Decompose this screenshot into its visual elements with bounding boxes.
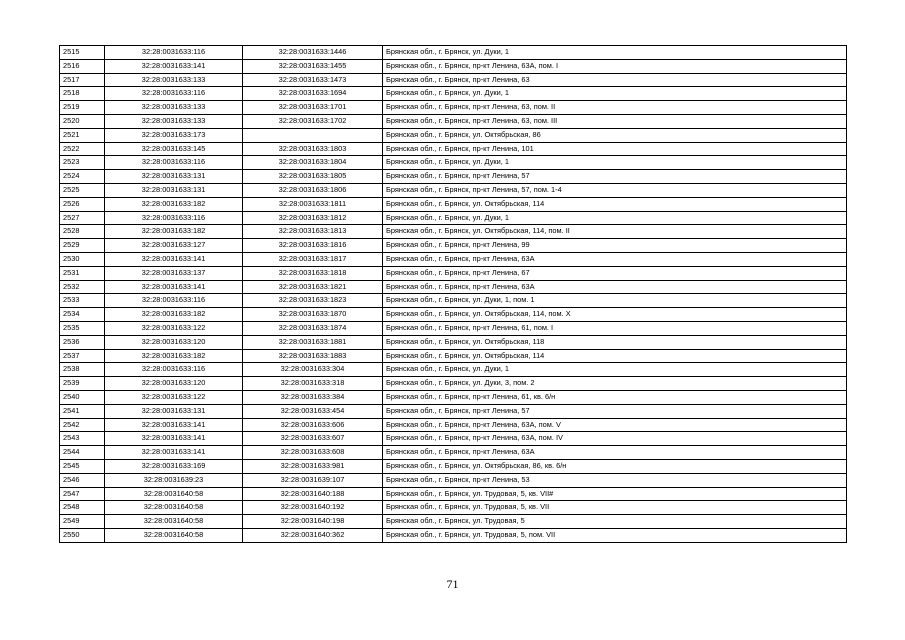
land-cadastral-number: 32:28:0031633:122 [105, 321, 243, 335]
address: Брянская обл., г. Брянск, пр-кт Ленина, 63А, пом. V [383, 418, 847, 432]
table-row [60, 501, 847, 515]
object-cadastral-number: 32:28:0031633:1806 [243, 183, 383, 197]
table-row [60, 211, 847, 225]
address: Брянская обл., г. Брянск, пр-кт Ленина, 63 [383, 73, 847, 87]
land-cadastral-number: 32:28:0031640:58 [105, 515, 243, 529]
land-cadastral-number: 32:28:0031633:120 [105, 377, 243, 391]
land-cadastral-number: 32:28:0031633:131 [105, 404, 243, 418]
object-cadastral-number: 32:28:0031633:606 [243, 418, 383, 432]
address: Брянская обл., г. Брянск, ул. Октябрьская, 114, пом. X [383, 308, 847, 322]
object-cadastral-number: 32:28:0031633:607 [243, 432, 383, 446]
object-cadastral-number: 32:28:0031633:1811 [243, 197, 383, 211]
table-row [60, 404, 847, 418]
land-cadastral-number: 32:28:0031640:58 [105, 528, 243, 542]
land-cadastral-number: 32:28:0031633:137 [105, 266, 243, 280]
address: Брянская обл., г. Брянск, ул. Октябрьская, 118 [383, 335, 847, 349]
table-row [60, 308, 847, 322]
table-row [60, 128, 847, 142]
land-cadastral-number: 32:28:0031633:141 [105, 280, 243, 294]
row-number: 2536 [60, 335, 105, 349]
land-cadastral-number: 32:28:0031639:23 [105, 473, 243, 487]
table-row [60, 363, 847, 377]
object-cadastral-number: 32:28:0031633:1805 [243, 170, 383, 184]
address: Брянская обл., г. Брянск, пр-кт Ленина, 57 [383, 404, 847, 418]
address: Брянская обл., г. Брянск, пр-кт Ленина, 61, кв. 6/н [383, 390, 847, 404]
object-cadastral-number: 32:28:0031633:318 [243, 377, 383, 391]
object-cadastral-number: 32:28:0031633:608 [243, 446, 383, 460]
object-cadastral-number: 32:28:0031633:1812 [243, 211, 383, 225]
table-row [60, 73, 847, 87]
row-number: 2546 [60, 473, 105, 487]
land-cadastral-number: 32:28:0031633:141 [105, 432, 243, 446]
object-cadastral-number: 32:28:0031633:454 [243, 404, 383, 418]
address: Брянская обл., г. Брянск, ул. Октябрьская, 114, пом. II [383, 225, 847, 239]
table-row [60, 487, 847, 501]
address: Брянская обл., г. Брянск, ул. Октябрьская, 86 [383, 128, 847, 142]
address: Брянская обл., г. Брянск, пр-кт Ленина, 63А, пом. IV [383, 432, 847, 446]
table-row [60, 294, 847, 308]
row-number: 2523 [60, 156, 105, 170]
registry-table-body [60, 46, 847, 543]
row-number: 2518 [60, 87, 105, 101]
land-cadastral-number: 32:28:0031640:58 [105, 501, 243, 515]
row-number: 2527 [60, 211, 105, 225]
table-row [60, 321, 847, 335]
row-number: 2522 [60, 142, 105, 156]
object-cadastral-number: 32:28:0031640:192 [243, 501, 383, 515]
address: Брянская обл., г. Брянск, пр-кт Ленина, 63А [383, 446, 847, 460]
address: Брянская обл., г. Брянск, ул. Дуки, 1 [383, 46, 847, 60]
address: Брянская обл., г. Брянск, ул. Трудовая, 5 [383, 515, 847, 529]
object-cadastral-number: 32:28:0031633:1694 [243, 87, 383, 101]
land-cadastral-number: 32:28:0031633:116 [105, 156, 243, 170]
row-number: 2547 [60, 487, 105, 501]
land-cadastral-number: 32:28:0031633:116 [105, 363, 243, 377]
object-cadastral-number: 32:28:0031639:107 [243, 473, 383, 487]
table-row [60, 446, 847, 460]
land-cadastral-number: 32:28:0031633:116 [105, 87, 243, 101]
address: Брянская обл., г. Брянск, ул. Трудовая, 5, пом. VII [383, 528, 847, 542]
table-row [60, 197, 847, 211]
table-row [60, 528, 847, 542]
table-row [60, 418, 847, 432]
table-row [60, 459, 847, 473]
registry-table [59, 45, 847, 543]
object-cadastral-number: 32:28:0031633:1881 [243, 335, 383, 349]
object-cadastral-number: 32:28:0031633:1701 [243, 101, 383, 115]
land-cadastral-number: 32:28:0031633:141 [105, 418, 243, 432]
object-cadastral-number: 32:28:0031633:1883 [243, 349, 383, 363]
table-row [60, 225, 847, 239]
row-number: 2550 [60, 528, 105, 542]
land-cadastral-number: 32:28:0031633:131 [105, 183, 243, 197]
land-cadastral-number: 32:28:0031633:141 [105, 252, 243, 266]
address: Брянская обл., г. Брянск, пр-кт Ленина, 53 [383, 473, 847, 487]
object-cadastral-number: 32:28:0031640:188 [243, 487, 383, 501]
land-cadastral-number: 32:28:0031633:133 [105, 101, 243, 115]
row-number: 2539 [60, 377, 105, 391]
row-number: 2533 [60, 294, 105, 308]
land-cadastral-number: 32:28:0031633:120 [105, 335, 243, 349]
land-cadastral-number: 32:28:0031633:145 [105, 142, 243, 156]
land-cadastral-number: 32:28:0031633:182 [105, 308, 243, 322]
object-cadastral-number: 32:28:0031633:1823 [243, 294, 383, 308]
land-cadastral-number: 32:28:0031633:116 [105, 294, 243, 308]
row-number: 2526 [60, 197, 105, 211]
address: Брянская обл., г. Брянск, пр-кт Ленина, 99 [383, 239, 847, 253]
address: Брянская обл., г. Брянск, пр-кт Ленина, 57 [383, 170, 847, 184]
row-number: 2534 [60, 308, 105, 322]
land-cadastral-number: 32:28:0031633:133 [105, 114, 243, 128]
address: Брянская обл., г. Брянск, ул. Дуки, 1, пом. 1 [383, 294, 847, 308]
row-number: 2517 [60, 73, 105, 87]
object-cadastral-number: 32:28:0031633:1818 [243, 266, 383, 280]
row-number: 2537 [60, 349, 105, 363]
object-cadastral-number: 32:28:0031640:362 [243, 528, 383, 542]
table-row [60, 101, 847, 115]
row-number: 2540 [60, 390, 105, 404]
object-cadastral-number: 32:28:0031633:1446 [243, 46, 383, 60]
row-number: 2519 [60, 101, 105, 115]
land-cadastral-number: 32:28:0031633:131 [105, 170, 243, 184]
row-number: 2520 [60, 114, 105, 128]
object-cadastral-number: 32:28:0031633:1702 [243, 114, 383, 128]
object-cadastral-number [243, 128, 383, 142]
row-number: 2548 [60, 501, 105, 515]
row-number: 2529 [60, 239, 105, 253]
table-row [60, 46, 847, 60]
row-number: 2530 [60, 252, 105, 266]
address: Брянская обл., г. Брянск, ул. Дуки, 1 [383, 156, 847, 170]
table-row [60, 280, 847, 294]
table-row [60, 266, 847, 280]
address: Брянская обл., г. Брянск, пр-кт Ленина, 67 [383, 266, 847, 280]
land-cadastral-number: 32:28:0031640:58 [105, 487, 243, 501]
object-cadastral-number: 32:28:0031633:1473 [243, 73, 383, 87]
row-number: 2516 [60, 59, 105, 73]
land-cadastral-number: 32:28:0031633:169 [105, 459, 243, 473]
row-number: 2544 [60, 446, 105, 460]
land-cadastral-number: 32:28:0031633:182 [105, 225, 243, 239]
land-cadastral-number: 32:28:0031633:182 [105, 349, 243, 363]
address: Брянская обл., г. Брянск, пр-кт Ленина, 57, пом. 1-4 [383, 183, 847, 197]
land-cadastral-number: 32:28:0031633:182 [105, 197, 243, 211]
row-number: 2545 [60, 459, 105, 473]
address: Брянская обл., г. Брянск, ул. Октябрьская, 114 [383, 197, 847, 211]
table-row [60, 59, 847, 73]
row-number: 2521 [60, 128, 105, 142]
land-cadastral-number: 32:28:0031633:116 [105, 46, 243, 60]
land-cadastral-number: 32:28:0031633:116 [105, 211, 243, 225]
row-number: 2524 [60, 170, 105, 184]
object-cadastral-number: 32:28:0031633:1874 [243, 321, 383, 335]
land-cadastral-number: 32:28:0031633:127 [105, 239, 243, 253]
address: Брянская обл., г. Брянск, пр-кт Ленина, 63, пом. III [383, 114, 847, 128]
object-cadastral-number: 32:28:0031633:384 [243, 390, 383, 404]
object-cadastral-number: 32:28:0031640:198 [243, 515, 383, 529]
table-row [60, 335, 847, 349]
row-number: 2528 [60, 225, 105, 239]
address: Брянская обл., г. Брянск, ул. Дуки, 3, пом. 2 [383, 377, 847, 391]
table-row [60, 390, 847, 404]
address: Брянская обл., г. Брянск, ул. Трудовая, 5, кв. VII# [383, 487, 847, 501]
table-row [60, 515, 847, 529]
object-cadastral-number: 32:28:0031633:1816 [243, 239, 383, 253]
table-row [60, 377, 847, 391]
object-cadastral-number: 32:28:0031633:1455 [243, 59, 383, 73]
land-cadastral-number: 32:28:0031633:141 [105, 59, 243, 73]
object-cadastral-number: 32:28:0031633:981 [243, 459, 383, 473]
address: Брянская обл., г. Брянск, пр-кт Ленина, 61, пом. I [383, 321, 847, 335]
object-cadastral-number: 32:28:0031633:304 [243, 363, 383, 377]
object-cadastral-number: 32:28:0031633:1803 [243, 142, 383, 156]
address: Брянская обл., г. Брянск, пр-кт Ленина, 63А [383, 252, 847, 266]
row-number: 2541 [60, 404, 105, 418]
table-row [60, 349, 847, 363]
land-cadastral-number: 32:28:0031633:173 [105, 128, 243, 142]
address: Брянская обл., г. Брянск, пр-кт Ленина, 63А [383, 280, 847, 294]
object-cadastral-number: 32:28:0031633:1804 [243, 156, 383, 170]
object-cadastral-number: 32:28:0031633:1813 [243, 225, 383, 239]
address: Брянская обл., г. Брянск, пр-кт Ленина, 63, пом. II [383, 101, 847, 115]
row-number: 2531 [60, 266, 105, 280]
object-cadastral-number: 32:28:0031633:1870 [243, 308, 383, 322]
table-row [60, 156, 847, 170]
address: Брянская обл., г. Брянск, ул. Дуки, 1 [383, 211, 847, 225]
table-row [60, 239, 847, 253]
table-row [60, 142, 847, 156]
row-number: 2535 [60, 321, 105, 335]
table-row [60, 114, 847, 128]
address: Брянская обл., г. Брянск, ул. Октябрьская, 86, кв. 6/н [383, 459, 847, 473]
table-row [60, 252, 847, 266]
row-number: 2515 [60, 46, 105, 60]
address: Брянская обл., г. Брянск, ул. Дуки, 1 [383, 363, 847, 377]
address: Брянская обл., г. Брянск, пр-кт Ленина, 101 [383, 142, 847, 156]
row-number: 2525 [60, 183, 105, 197]
address: Брянская обл., г. Брянск, ул. Трудовая, 5, кв. VII [383, 501, 847, 515]
table-row [60, 432, 847, 446]
land-cadastral-number: 32:28:0031633:133 [105, 73, 243, 87]
row-number: 2532 [60, 280, 105, 294]
address: Брянская обл., г. Брянск, пр-кт Ленина, 63А, пом. I [383, 59, 847, 73]
table-row [60, 170, 847, 184]
object-cadastral-number: 32:28:0031633:1817 [243, 252, 383, 266]
table-row [60, 473, 847, 487]
row-number: 2538 [60, 363, 105, 377]
table-row [60, 183, 847, 197]
object-cadastral-number: 32:28:0031633:1821 [243, 280, 383, 294]
land-cadastral-number: 32:28:0031633:141 [105, 446, 243, 460]
row-number: 2543 [60, 432, 105, 446]
page-number: 71 [446, 577, 459, 591]
land-cadastral-number: 32:28:0031633:122 [105, 390, 243, 404]
table-row [60, 87, 847, 101]
address: Брянская обл., г. Брянск, ул. Октябрьская, 114 [383, 349, 847, 363]
address: Брянская обл., г. Брянск, ул. Дуки, 1 [383, 87, 847, 101]
row-number: 2542 [60, 418, 105, 432]
row-number: 2549 [60, 515, 105, 529]
